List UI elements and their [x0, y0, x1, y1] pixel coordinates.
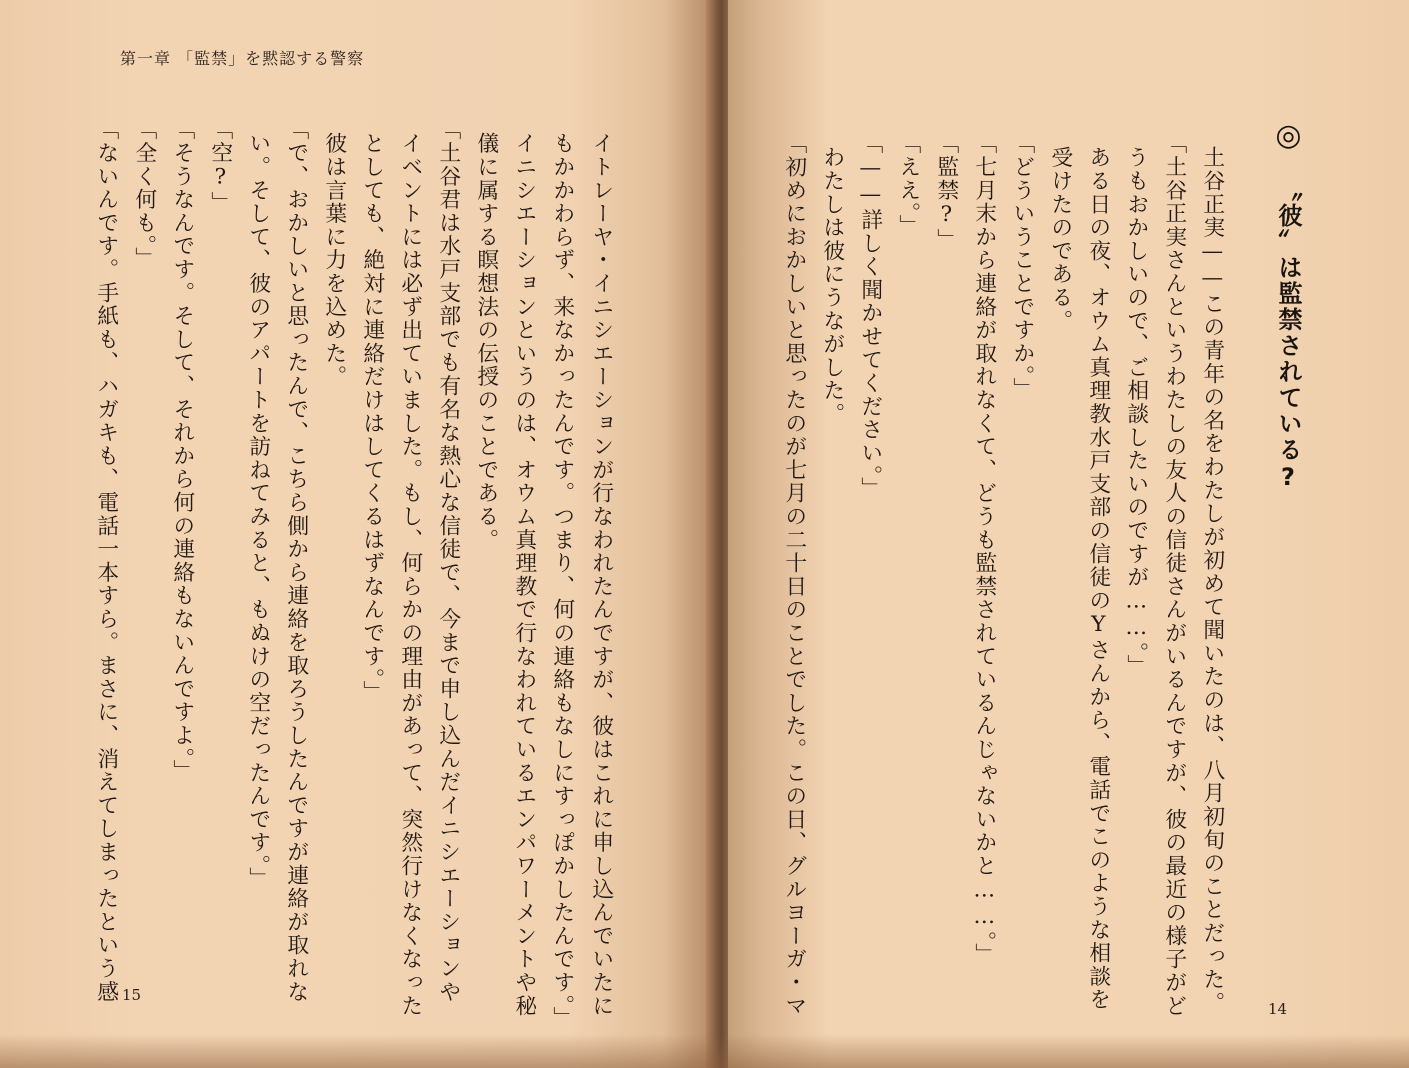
text-column: 「で、おかしいと思ったんで、こちら側から連絡を取ろうしたんですが連絡が取れな — [283, 118, 309, 1004]
text-column: 「土谷君は水戸支部でも有名な熱心な信徒で、今まで申し込んだイニシエーションや — [435, 118, 461, 1004]
text-column: イニシエーションというのは、オウム真理教で行なわれているエンパワーメントや秘 — [511, 132, 537, 1018]
heading-text: 〝彼〟は監禁されている? — [1274, 177, 1302, 493]
text-column: 「土谷正実さんというわたしの友人の信徒さんがいるんですが、彼の最近の様子がど — [1161, 132, 1187, 1018]
text-column: 儀に属する瞑想法の伝授のことである。 — [473, 132, 499, 552]
text-column: 土谷正実——この青年の名をわたしが初めて聞いたのは、八月初旬のことだった。 — [1199, 146, 1225, 1015]
text-column: もかかわらず、来なかったんです。つまり、何の連絡もなしにすっぽかしたんです。」 — [549, 132, 575, 1030]
text-column: 「七月末から連絡が取れなくて、どうも監禁されているんじゃないかと……。」 — [971, 132, 997, 967]
text-column: 「——詳しく聞かせてください。」 — [857, 132, 883, 501]
text-column: イベントには必ず出ていました。もし、何らかの理由があって、突然行けなくなった — [397, 132, 423, 1018]
text-column: ある日の夜、オウム真理教水戸支部の信徒のYさんから、電話でこのような相談を — [1085, 146, 1111, 1012]
text-column: 「監禁?」 — [933, 132, 959, 252]
page-edge-shadow — [0, 1034, 1409, 1068]
text-column: イトレーヤ・イニシエーションが行なわれたんですが、彼はこれに申し込んでいたに — [588, 132, 614, 1018]
page-number: 15 — [122, 986, 142, 1004]
text-column: 「空?」 — [207, 118, 233, 215]
text-column: としても、絶対に連絡だけはしてくるはずなんです。」 — [359, 132, 385, 704]
section-heading — [1271, 118, 1306, 493]
text-column: 「そうなんです。そして、それから何の連絡もないんですよ。」 — [169, 118, 195, 783]
text-column: 受けたのである。 — [1047, 146, 1073, 333]
page-number: 14 — [1268, 1000, 1288, 1018]
text-column: 「ええ。」 — [895, 132, 921, 238]
text-column: 「ないんです。手紙も、ハガキも、電話一本すら。まさに、消えてしまったという感 — [93, 118, 119, 1004]
text-column: 「どういうことですか。」 — [1009, 132, 1035, 401]
text-column: うもおかしいので、ご相談したいのですが……。」 — [1123, 146, 1149, 678]
text-column: わたしは彼にうながした。 — [819, 146, 845, 426]
text-column: 「全く何も。」 — [131, 118, 157, 271]
text-column: 彼は言葉に力を込めた。 — [321, 132, 347, 389]
heading-mark: ◎ — [1271, 118, 1306, 155]
running-head: 第一章 「監禁」を黙認する警察 — [120, 49, 365, 68]
text-column: 「初めにおかしいと思ったのが七月の二十日のことでした。この日、グルヨーガ・マ — [781, 132, 807, 1018]
text-column: い。そして、彼のアパートを訪ねてみると、もぬけの空だったんです。」 — [245, 132, 271, 890]
